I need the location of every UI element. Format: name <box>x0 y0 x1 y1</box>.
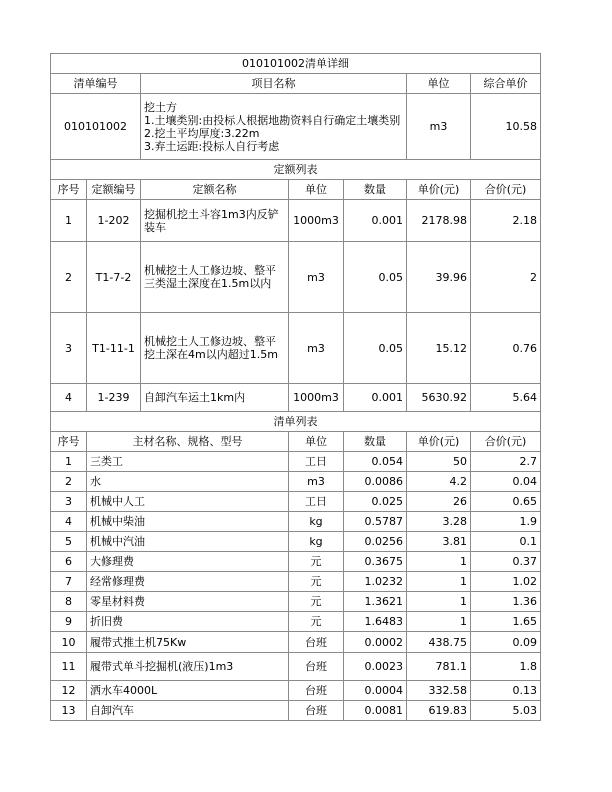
material-price: 1 <box>407 612 471 632</box>
material-row <box>51 612 541 632</box>
quota-total: 2.18 <box>471 200 541 242</box>
bill-unit-price: 10.58 <box>471 94 541 160</box>
quota-qty: 0.001 <box>344 200 407 242</box>
material-row <box>51 512 541 532</box>
quota-total: 0.76 <box>471 313 541 384</box>
material-name: 经常修理费 <box>87 572 289 592</box>
material-name: 自卸汽车 <box>87 701 289 721</box>
material-unit: kg <box>289 512 344 532</box>
quota-price: 39.96 <box>407 242 471 313</box>
material-unit: 元 <box>289 552 344 572</box>
material-qty: 0.054 <box>344 452 407 472</box>
bill-description-line: 2.挖土平均厚度:3.22m <box>144 126 260 140</box>
summary-header-name: 项目名称 <box>141 74 407 94</box>
material-total: 1.65 <box>471 612 541 632</box>
quota-row <box>51 384 541 412</box>
material-no: 3 <box>51 492 87 512</box>
materials-section-title: 清单列表 <box>51 412 541 432</box>
material-qty: 0.025 <box>344 492 407 512</box>
material-name: 洒水车4000L <box>87 681 289 701</box>
bill-unit: m3 <box>407 94 471 160</box>
quota-qty: 0.001 <box>344 384 407 412</box>
material-qty: 0.0086 <box>344 472 407 492</box>
material-row <box>51 632 541 653</box>
material-name: 大修理费 <box>87 552 289 572</box>
material-row <box>51 552 541 572</box>
material-qty: 1.0232 <box>344 572 407 592</box>
material-name: 折旧费 <box>87 612 289 632</box>
material-qty: 0.0023 <box>344 653 407 681</box>
materials-header-unit: 单位 <box>289 432 344 452</box>
material-price: 26 <box>407 492 471 512</box>
material-total: 0.09 <box>471 632 541 653</box>
quota-header-price: 单价(元) <box>407 180 471 200</box>
summary-row <box>51 94 541 160</box>
material-name: 履带式推土机75Kw <box>87 632 289 653</box>
quota-no: 1 <box>51 200 87 242</box>
material-qty: 1.3621 <box>344 592 407 612</box>
quota-name: 机械挖土人工修边坡、整平三类湿土深度在1.5m以内 <box>141 242 289 313</box>
material-no: 11 <box>51 653 87 681</box>
quota-row <box>51 313 541 384</box>
material-unit: 工日 <box>289 452 344 472</box>
quota-header-qty: 数量 <box>344 180 407 200</box>
material-total: 1.9 <box>471 512 541 532</box>
quota-name: 自卸汽车运土1km内 <box>141 384 289 412</box>
quota-section-title: 定额列表 <box>51 160 541 180</box>
material-no: 6 <box>51 552 87 572</box>
material-name: 零星材料费 <box>87 592 289 612</box>
quota-section-row <box>51 160 541 180</box>
quota-header-code: 定额编号 <box>87 180 141 200</box>
material-total: 0.1 <box>471 532 541 552</box>
material-unit: 元 <box>289 572 344 592</box>
material-row <box>51 532 541 552</box>
material-unit: 台班 <box>289 701 344 721</box>
bill-description-line: 1.土壤类别:由投标人根据地勘资料自行确定土壤类别 <box>144 113 401 127</box>
material-row <box>51 472 541 492</box>
material-price: 1 <box>407 572 471 592</box>
bill-description-line: 挖土方 <box>144 100 177 114</box>
material-price: 50 <box>407 452 471 472</box>
quota-qty: 0.05 <box>344 242 407 313</box>
materials-header-qty: 数量 <box>344 432 407 452</box>
materials-header-no: 序号 <box>51 432 87 452</box>
material-row <box>51 572 541 592</box>
quota-code: T1-11-1 <box>87 313 141 384</box>
quota-unit: m3 <box>289 242 344 313</box>
quota-code: 1-239 <box>87 384 141 412</box>
material-price: 1 <box>407 552 471 572</box>
material-row <box>51 452 541 472</box>
material-unit: 台班 <box>289 632 344 653</box>
quota-header-row <box>51 180 541 200</box>
material-row <box>51 681 541 701</box>
material-no: 5 <box>51 532 87 552</box>
material-total: 0.04 <box>471 472 541 492</box>
materials-header-total: 合价(元) <box>471 432 541 452</box>
material-no: 1 <box>51 452 87 472</box>
summary-header-price: 综合单价 <box>471 74 541 94</box>
material-qty: 0.3675 <box>344 552 407 572</box>
bill-description <box>141 94 407 160</box>
materials-header-name: 主材名称、规格、型号 <box>87 432 289 452</box>
material-no: 8 <box>51 592 87 612</box>
quota-unit: 1000m3 <box>289 200 344 242</box>
material-name: 机械中人工 <box>87 492 289 512</box>
quota-price: 5630.92 <box>407 384 471 412</box>
material-unit: 台班 <box>289 653 344 681</box>
material-total: 5.03 <box>471 701 541 721</box>
quota-unit: 1000m3 <box>289 384 344 412</box>
material-price: 332.58 <box>407 681 471 701</box>
material-no: 12 <box>51 681 87 701</box>
quota-price: 2178.98 <box>407 200 471 242</box>
quota-code: 1-202 <box>87 200 141 242</box>
material-total: 1.02 <box>471 572 541 592</box>
title-row <box>51 54 541 74</box>
materials-section-row <box>51 412 541 432</box>
quota-total: 5.64 <box>471 384 541 412</box>
quota-no: 3 <box>51 313 87 384</box>
quota-total: 2 <box>471 242 541 313</box>
material-qty: 0.0004 <box>344 681 407 701</box>
material-total: 0.13 <box>471 681 541 701</box>
material-row <box>51 701 541 721</box>
material-qty: 0.5787 <box>344 512 407 532</box>
quota-no: 4 <box>51 384 87 412</box>
material-price: 781.1 <box>407 653 471 681</box>
quota-unit: m3 <box>289 313 344 384</box>
quota-row <box>51 200 541 242</box>
material-price: 438.75 <box>407 632 471 653</box>
material-unit: 台班 <box>289 681 344 701</box>
material-qty: 0.0081 <box>344 701 407 721</box>
quota-header-no: 序号 <box>51 180 87 200</box>
material-name: 履带式单斗挖掘机(液压)1m3 <box>87 653 289 681</box>
quota-row <box>51 242 541 313</box>
bill-detail-table <box>50 53 541 721</box>
quota-no: 2 <box>51 242 87 313</box>
material-name: 三类工 <box>87 452 289 472</box>
quota-price: 15.12 <box>407 313 471 384</box>
quota-header-name: 定额名称 <box>141 180 289 200</box>
summary-header-unit: 单位 <box>407 74 471 94</box>
bill-description-line: 3.弃土运距:投标人自行考虑 <box>144 139 280 153</box>
material-no: 13 <box>51 701 87 721</box>
material-unit: kg <box>289 532 344 552</box>
material-total: 1.8 <box>471 653 541 681</box>
material-total: 1.36 <box>471 592 541 612</box>
material-price: 3.81 <box>407 532 471 552</box>
summary-header-code: 清单编号 <box>51 74 141 94</box>
material-no: 7 <box>51 572 87 592</box>
material-qty: 0.0256 <box>344 532 407 552</box>
material-total: 0.37 <box>471 552 541 572</box>
quota-qty: 0.05 <box>344 313 407 384</box>
summary-header-row <box>51 74 541 94</box>
material-total: 0.65 <box>471 492 541 512</box>
table-title: 010101002清单详细 <box>51 54 541 74</box>
material-total: 2.7 <box>471 452 541 472</box>
quota-code: T1-7-2 <box>87 242 141 313</box>
bill-code: 010101002 <box>51 94 141 160</box>
material-no: 10 <box>51 632 87 653</box>
material-no: 4 <box>51 512 87 532</box>
material-price: 1 <box>407 592 471 612</box>
material-price: 4.2 <box>407 472 471 492</box>
material-name: 机械中柴油 <box>87 512 289 532</box>
quota-name: 机械挖土人工修边坡、整平挖土深在4m以内超过1.5m <box>141 313 289 384</box>
quota-name: 挖掘机挖土斗容1m3内反铲装车 <box>141 200 289 242</box>
material-unit: 元 <box>289 592 344 612</box>
material-no: 2 <box>51 472 87 492</box>
material-no: 9 <box>51 612 87 632</box>
material-price: 619.83 <box>407 701 471 721</box>
material-qty: 0.0002 <box>344 632 407 653</box>
materials-header-price: 单价(元) <box>407 432 471 452</box>
material-name: 机械中汽油 <box>87 532 289 552</box>
materials-header-row <box>51 432 541 452</box>
material-unit: m3 <box>289 472 344 492</box>
material-row <box>51 653 541 681</box>
material-price: 3.28 <box>407 512 471 532</box>
material-unit: 工日 <box>289 492 344 512</box>
material-row <box>51 592 541 612</box>
quota-header-unit: 单位 <box>289 180 344 200</box>
material-unit: 元 <box>289 612 344 632</box>
quota-header-total: 合价(元) <box>471 180 541 200</box>
material-name: 水 <box>87 472 289 492</box>
material-row <box>51 492 541 512</box>
material-qty: 1.6483 <box>344 612 407 632</box>
